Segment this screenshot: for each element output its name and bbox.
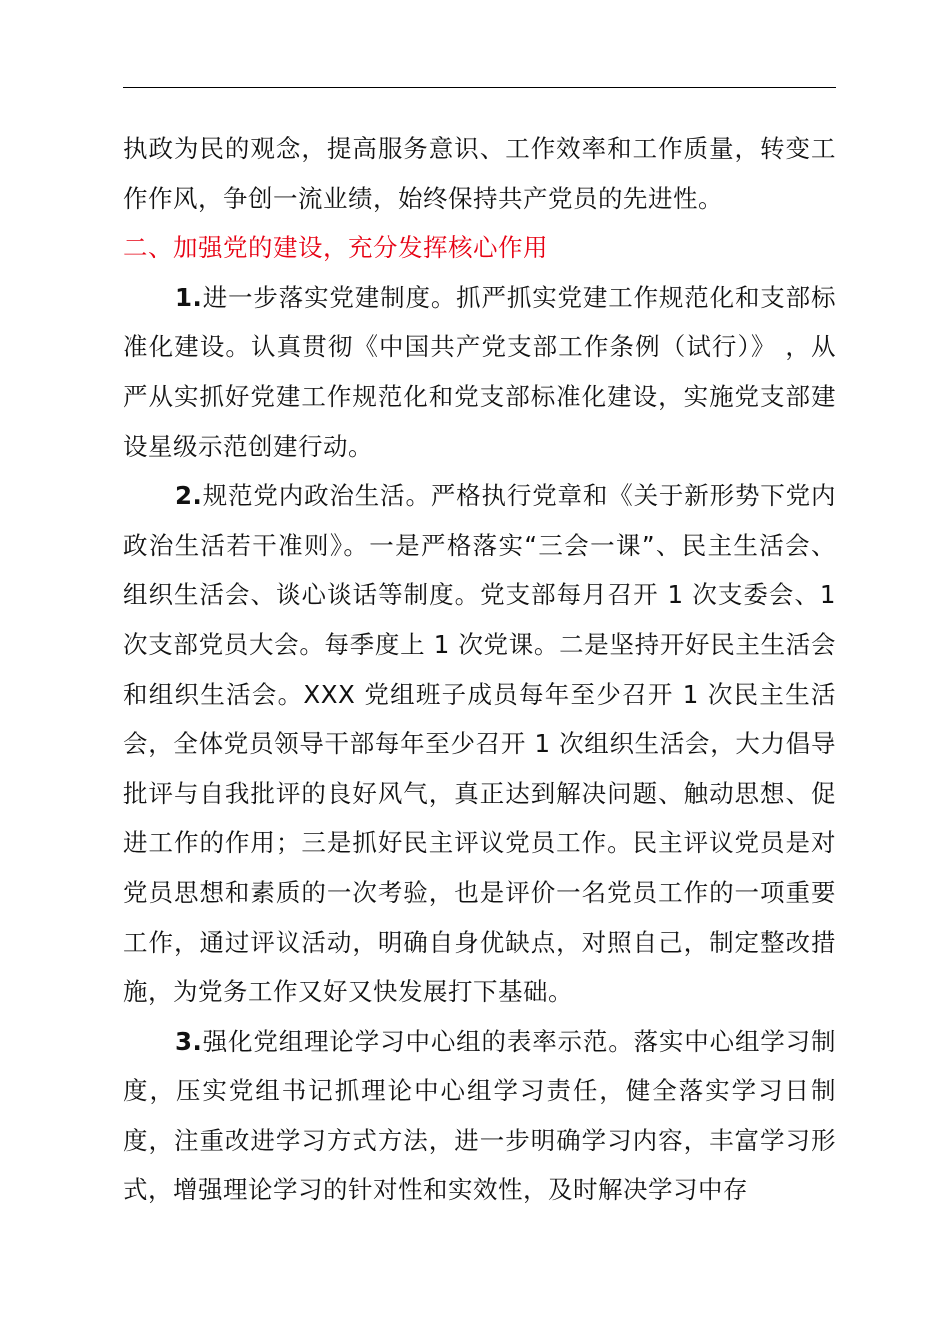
numbered-paragraph-3 — [123, 1017, 836, 1215]
paragraph-text-3: 强化党组理论学习中心组的表率示范。落实中心组学习制度，压实党组书记抓理论中心组学习责任，健全落实学习日制度，注重改进学习方式方法，进一步明确学习内容，丰富学习形式，增强理论学习的针对性和实效性，及时解决学习中存 — [123, 1026, 836, 1205]
paragraph-number-2: 2. — [175, 481, 203, 511]
paragraph-number-1: 1. — [175, 282, 203, 312]
numbered-paragraph-1 — [123, 273, 836, 471]
header-rule — [123, 87, 836, 88]
document-body — [123, 124, 836, 1215]
numbered-paragraph-2 — [123, 471, 836, 1017]
section-heading: 二、加强党的建设，充分发挥核心作用 — [123, 233, 548, 263]
paragraph-text-2: 规范党内政治生活。严格执行党章和《关于新形势下党内政治生活若干准则》。一是严格落实“三会一课”、民主生活会、组织生活会、谈心谈话等制度。党支部每月召开 1 次支委会、1 次支部党员大会。每季度上 1 次党课。二是坚持开好民主生活会和组织生活会。XXX 党组班子成员每年至少召开 1 次民主生活会，全体党员领导干部每年至少召开 1 次组织生活会，大力倡导批评与自我批评的良好风气，真正达到解决问题、触动思想、促进工作的作用；三是抓好民主评议党员工作。民主评议党员是对党员思想和素质的一次考验，也是评价一名党员工作的一项重要工作，通过评议活动，明确自身优缺点，对照自己，制定整改措施，为党务工作又好又快发展打下基础。 — [123, 481, 836, 1007]
paragraph-number-3: 3. — [175, 1026, 203, 1056]
paragraph-text-1: 进一步落实党建制度。抓严抓实党建工作规范化和支部标准化建设。认真贯彻《中国共产党支部工作条例（试行）》 ，从严从实抓好党建工作规范化和党支部标准化建设，实施党支部建设星级示范创建行动。 — [123, 282, 836, 461]
paragraph-continuation: 执政为民的观念，提高服务意识、工作效率和工作质量，转变工作作风，争创一流业绩，始终保持共产党员的先进性。 — [123, 134, 836, 213]
